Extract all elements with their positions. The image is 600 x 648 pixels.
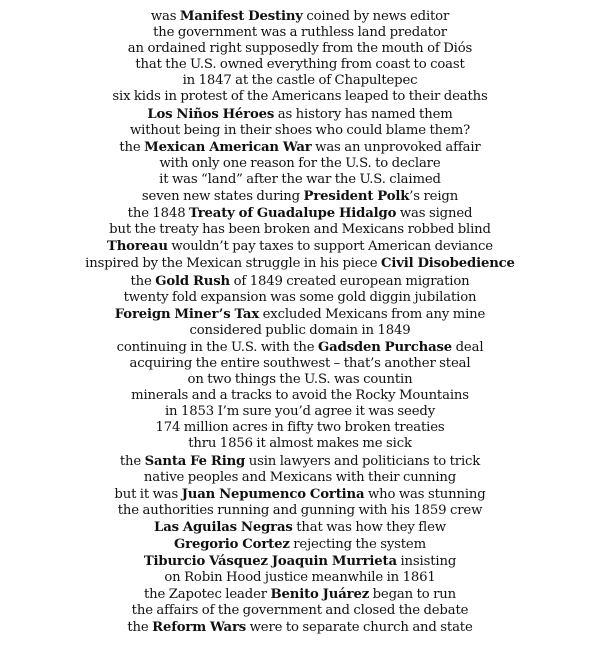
line-text: the (130, 273, 156, 289)
line-text: on two things the U.S. was countin (187, 372, 413, 388)
line-text: native peoples and Mexicans with their cunning (143, 469, 457, 485)
poem-line (4, 89, 596, 105)
poem-text-block (0, 8, 600, 637)
poem-line (4, 453, 596, 470)
line-text: the (119, 453, 145, 469)
line-text: coined by news editor (302, 9, 450, 24)
poem-line (4, 106, 596, 123)
bold-term: Thoreau (107, 238, 168, 255)
poem-line (4, 73, 596, 89)
line-text: who was stunning (364, 486, 486, 502)
line-text: was an unprovoked affair (311, 139, 481, 155)
line-text: inspired by the Mexican struggle in his piece (85, 256, 382, 272)
line-text: as history has named them (274, 106, 453, 122)
line-text: was signed (396, 206, 473, 222)
line-text: an ordained right supposedly from the mouth of Diós (127, 41, 473, 57)
poem-line (4, 486, 596, 503)
line-text: that the U.S. owned everything from coast to coast (135, 57, 465, 73)
poem-line (4, 255, 596, 272)
line-text: the 1848 (127, 206, 190, 222)
line-text: the Zapotec leader (144, 587, 271, 603)
bold-term: Mexican American War (144, 138, 312, 155)
poem-line (4, 404, 596, 420)
line-text: 174 million acres in fifty two broken treaties (155, 420, 445, 436)
line-text: in 1847 at the castle of Chapultepec (182, 73, 418, 89)
line-text: were to separate church and state (246, 620, 473, 636)
poem-line (4, 188, 596, 205)
poem-line (4, 8, 596, 25)
line-text: excluded Mexicans from any mine (259, 306, 486, 322)
line-text: rejecting the system (289, 537, 426, 552)
line-text: deal (452, 339, 484, 355)
line-text: but the treaty has been broken and Mexicans robbed blind (109, 222, 491, 238)
poem-line (4, 536, 596, 553)
poem-line (4, 553, 596, 570)
poem-line (4, 222, 596, 238)
line-text: began to run (369, 587, 456, 603)
line-text: considered public domain in 1849 (189, 322, 411, 338)
bold-term: Las Aguilas Negras (154, 518, 293, 535)
bold-term: Foreign Miner’s Tax (114, 305, 260, 322)
line-text: but it was (114, 486, 182, 502)
poem-line (4, 339, 596, 356)
poem-line (4, 519, 596, 536)
poem-line (4, 156, 596, 172)
line-text: seven new states during (141, 189, 304, 205)
poem-line (4, 503, 596, 519)
line-text: the (119, 139, 145, 155)
line-text: the government was a ruthless land predator (153, 25, 447, 41)
bold-term: Benito Juárez (270, 586, 370, 603)
line-text: with only one reason for the U.S. to declare (159, 155, 441, 171)
poem-line (4, 470, 596, 486)
poem-line (4, 139, 596, 156)
line-text: twenty fold expansion was some gold diggin jubilation (123, 289, 477, 305)
line-text: usin lawyers and politicians to trick (245, 453, 481, 469)
poem-line (4, 388, 596, 404)
poem-line (4, 436, 596, 452)
bold-term: Santa Fe Ring (144, 452, 246, 469)
poem-line (4, 372, 596, 388)
poem-line (4, 586, 596, 603)
poem-line (4, 306, 596, 323)
line-text: the (127, 620, 153, 636)
line-text: minerals and a tracks to avoid the Rocky Mountains (131, 388, 469, 404)
bold-term: Gold Rush (155, 272, 231, 289)
poem-line (4, 323, 596, 339)
line-text: was (150, 9, 180, 24)
poem-line (4, 603, 596, 619)
bold-term: Civil Disobedience (381, 255, 515, 272)
bold-term: Manifest Destiny (179, 8, 303, 24)
bold-term: President Polk (303, 188, 410, 205)
bold-term: Tiburcio Vásquez Joaquin Murrieta (143, 553, 397, 570)
poem-line (4, 25, 596, 41)
line-text: six kids in protest of the Americans leaped to their deaths (112, 89, 488, 105)
poem-line (4, 570, 596, 586)
bold-term: Los Niños Héroes (147, 105, 275, 122)
poem-line (4, 57, 596, 73)
line-text: that was how they flew (292, 519, 446, 535)
poem-line (4, 290, 596, 306)
poem-line (4, 356, 596, 372)
bold-term: Gregorio Cortez (174, 536, 290, 552)
bold-term: Juan Nepumenco Cortina (181, 485, 365, 502)
bold-term: Treaty of Guadalupe Hidalgo (189, 205, 397, 222)
poem-line (4, 238, 596, 255)
line-text: without being in their shoes who could blame them? (129, 122, 471, 138)
poem-line (4, 619, 596, 636)
line-text: wouldn’t pay taxes to support American deviance (167, 239, 493, 255)
line-text: on Robin Hood justice meanwhile in 1861 (164, 570, 436, 586)
poem-line (4, 273, 596, 290)
line-text: acquiring the entire southwest – that’s another steal (129, 355, 471, 371)
line-text: in 1853 I’m sure you’d agree it was seedy (164, 404, 436, 420)
bold-term: Reform Wars (152, 619, 247, 636)
poem-line (4, 123, 596, 139)
line-text: continuing in the U.S. with the (116, 339, 318, 355)
poem-line (4, 41, 596, 57)
line-text: thru 1856 it almost makes me sick (188, 436, 412, 452)
line-text: the authorities running and gunning with his 1859 crew (117, 502, 483, 518)
poem-line (4, 420, 596, 436)
line-text: it was “land” after the war the U.S. claimed (159, 171, 441, 187)
line-text: the affairs of the government and closed the debate (131, 603, 469, 619)
line-text: insisting (396, 554, 457, 570)
poem-line (4, 172, 596, 188)
line-text: of 1849 created european migration (230, 273, 470, 289)
poem-line (4, 205, 596, 222)
line-text: ’s reign (409, 189, 459, 205)
bold-term: Gadsden Purchase (317, 338, 453, 355)
